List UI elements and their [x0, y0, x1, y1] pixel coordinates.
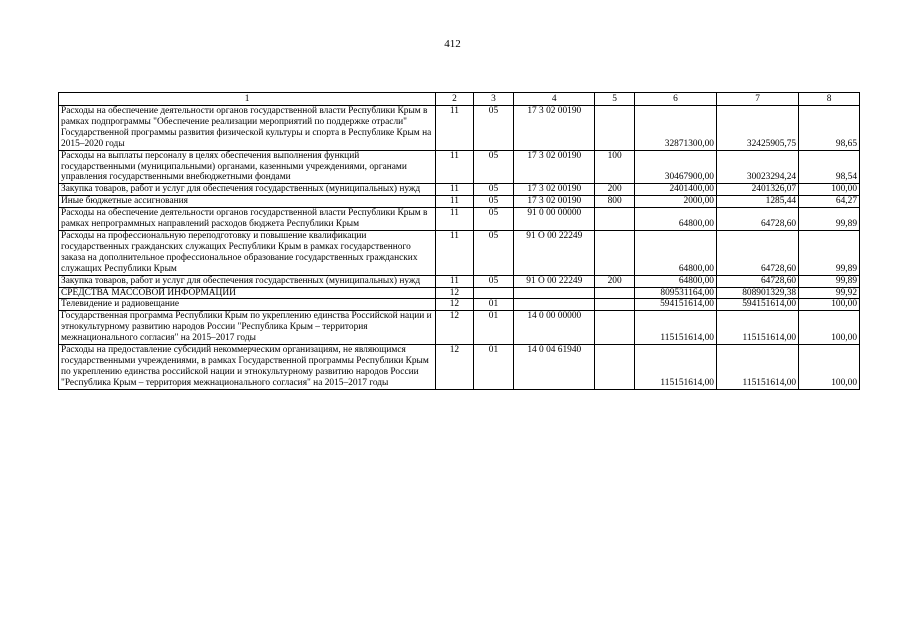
table-row — [59, 275, 860, 287]
percent-cell: 98,54 — [799, 150, 860, 184]
table-row — [59, 230, 860, 275]
target-code-cell: 14 0 00 00000 — [514, 311, 595, 345]
plan-amount-cell: 115151614,00 — [634, 345, 716, 390]
budget-table — [58, 92, 860, 390]
plan-amount-cell: 64800,00 — [634, 230, 716, 275]
section-code-cell: 01 — [473, 345, 514, 390]
plan-amount-cell: 115151614,00 — [634, 311, 716, 345]
target-code-cell — [514, 299, 595, 311]
ministry-code-cell: 11 — [436, 275, 474, 287]
expense-type-cell — [595, 287, 635, 299]
row-name-cell: Закупка товаров, работ и услуг для обеспечения государственных (муниципальных) нужд — [59, 184, 436, 196]
plan-amount-cell: 32871300,00 — [634, 106, 716, 151]
plan-amount-cell: 809531164,00 — [634, 287, 716, 299]
fact-amount-cell: 32425905,75 — [716, 106, 798, 151]
target-code-cell: 91 О 00 22249 — [514, 230, 595, 275]
plan-amount-cell: 64800,00 — [634, 208, 716, 231]
target-code-cell: 17 3 02 00190 — [514, 106, 595, 151]
section-code-cell: 05 — [473, 230, 514, 275]
fact-amount-cell: 2401326,07 — [716, 184, 798, 196]
section-code-cell: 05 — [473, 106, 514, 151]
table-row — [59, 345, 860, 390]
target-code-cell: 17 3 02 00190 — [514, 184, 595, 196]
expense-type-cell — [595, 345, 635, 390]
row-name-cell: Расходы на выплаты персоналу в целях обеспечения выполнения функций государственными (муниципальными) органами, казенными учреждениями, органами управления государственными внебюджетными фондами — [59, 150, 436, 184]
plan-amount-cell: 594151614,00 — [634, 299, 716, 311]
target-code-cell: 14 0 04 61940 — [514, 345, 595, 390]
page-number: 412 — [444, 38, 461, 50]
row-name-cell: Государственная программа Республики Крым по укреплению единства Российской нации и этнокультурному развитию народов России "Республика Крым – территория межнационального согласия" на 2015–2017 годы — [59, 311, 436, 345]
expense-type-cell: 100 — [595, 150, 635, 184]
section-code-cell: 05 — [473, 184, 514, 196]
percent-cell: 100,00 — [799, 311, 860, 345]
table-row — [59, 184, 860, 196]
expense-type-cell — [595, 299, 635, 311]
expense-type-cell: 200 — [595, 184, 635, 196]
table-row — [59, 150, 860, 184]
expense-type-cell — [595, 311, 635, 345]
section-code-cell: 01 — [473, 299, 514, 311]
column-header: 6 — [634, 93, 716, 106]
column-header: 1 — [59, 93, 436, 106]
target-code-cell: 91 0 00 00000 — [514, 208, 595, 231]
percent-cell: 64,27 — [799, 196, 860, 208]
row-name-cell: Расходы на обеспечение деятельности органов государственной власти Республики Крым в рамках подпрограммы "Обеспечение реализации мероприятий по поддержке отрасли" Государственной программы развития физической культуры и спорта в Республике Крым на 2015–2020 годы — [59, 106, 436, 151]
fact-amount-cell: 1285,44 — [716, 196, 798, 208]
column-header: 4 — [514, 93, 595, 106]
section-code-cell: 05 — [473, 208, 514, 231]
section-code-cell: 05 — [473, 196, 514, 208]
fact-amount-cell: 30023294,24 — [716, 150, 798, 184]
column-header: 5 — [595, 93, 635, 106]
expense-type-cell — [595, 230, 635, 275]
ministry-code-cell: 11 — [436, 208, 474, 231]
column-header: 7 — [716, 93, 798, 106]
target-code-cell: 91 О 00 22249 — [514, 275, 595, 287]
row-name-cell: Расходы на профессиональную переподготовку и повышение квалификации государственных гражданских служащих Республики Крым в рамках государственного заказа на дополнительное профессиональное образование государственных гражданских служащих Республики Крым — [59, 230, 436, 275]
column-header: 8 — [799, 93, 860, 106]
fact-amount-cell: 64728,60 — [716, 275, 798, 287]
table-row — [59, 196, 860, 208]
column-header: 2 — [436, 93, 474, 106]
row-name-cell: Закупка товаров, работ и услуг для обеспечения государственных (муниципальных) нужд — [59, 275, 436, 287]
percent-cell: 100,00 — [799, 345, 860, 390]
plan-amount-cell: 30467900,00 — [634, 150, 716, 184]
plan-amount-cell: 2000,00 — [634, 196, 716, 208]
target-code-cell: 17 3 02 00190 — [514, 150, 595, 184]
table-row — [59, 287, 860, 299]
table-row — [59, 208, 860, 231]
table-header-row — [59, 93, 860, 106]
ministry-code-cell: 11 — [436, 230, 474, 275]
row-name-cell: Расходы на предоставление субсидий некоммерческим организациям, не являющимся государственными учреждениями, в рамках Государственной программы Республики Крым по укреплению единства российской нации и этнокультурному развитию народов России "Республика Крым – территория межнационального согласия" на 2015–2017 годы — [59, 345, 436, 390]
fact-amount-cell: 808901329,38 — [716, 287, 798, 299]
table-row — [59, 311, 860, 345]
ministry-code-cell: 11 — [436, 106, 474, 151]
row-name-cell: Расходы на обеспечение деятельности органов государственной власти Республики Крым в рамках непрограммных направлений расходов бюджета Республики Крым — [59, 208, 436, 231]
table-row — [59, 299, 860, 311]
expense-type-cell — [595, 208, 635, 231]
section-code-cell: 05 — [473, 150, 514, 184]
fact-amount-cell: 115151614,00 — [716, 311, 798, 345]
percent-cell: 99,89 — [799, 275, 860, 287]
row-name-cell: Иные бюджетные ассигнования — [59, 196, 436, 208]
plan-amount-cell: 64800,00 — [634, 275, 716, 287]
fact-amount-cell: 115151614,00 — [716, 345, 798, 390]
percent-cell: 99,92 — [799, 287, 860, 299]
ministry-code-cell: 12 — [436, 311, 474, 345]
table-row — [59, 106, 860, 151]
ministry-code-cell: 12 — [436, 299, 474, 311]
target-code-cell — [514, 287, 595, 299]
section-code-cell: 01 — [473, 311, 514, 345]
fact-amount-cell: 64728,60 — [716, 230, 798, 275]
row-name-cell: Телевидение и радиовещание — [59, 299, 436, 311]
expense-type-cell: 800 — [595, 196, 635, 208]
percent-cell: 100,00 — [799, 299, 860, 311]
fact-amount-cell: 64728,60 — [716, 208, 798, 231]
ministry-code-cell: 12 — [436, 287, 474, 299]
fact-amount-cell: 594151614,00 — [716, 299, 798, 311]
section-code-cell: 05 — [473, 275, 514, 287]
row-name-cell: СРЕДСТВА МАССОВОЙ ИНФОРМАЦИИ — [59, 287, 436, 299]
percent-cell: 98,65 — [799, 106, 860, 151]
ministry-code-cell: 12 — [436, 345, 474, 390]
ministry-code-cell: 11 — [436, 196, 474, 208]
percent-cell: 99,89 — [799, 208, 860, 231]
percent-cell: 99,89 — [799, 230, 860, 275]
ministry-code-cell: 11 — [436, 150, 474, 184]
section-code-cell — [473, 287, 514, 299]
ministry-code-cell: 11 — [436, 184, 474, 196]
expense-type-cell: 200 — [595, 275, 635, 287]
target-code-cell: 17 3 02 00190 — [514, 196, 595, 208]
percent-cell: 100,00 — [799, 184, 860, 196]
column-header: 3 — [473, 93, 514, 106]
plan-amount-cell: 2401400,00 — [634, 184, 716, 196]
expense-type-cell — [595, 106, 635, 151]
